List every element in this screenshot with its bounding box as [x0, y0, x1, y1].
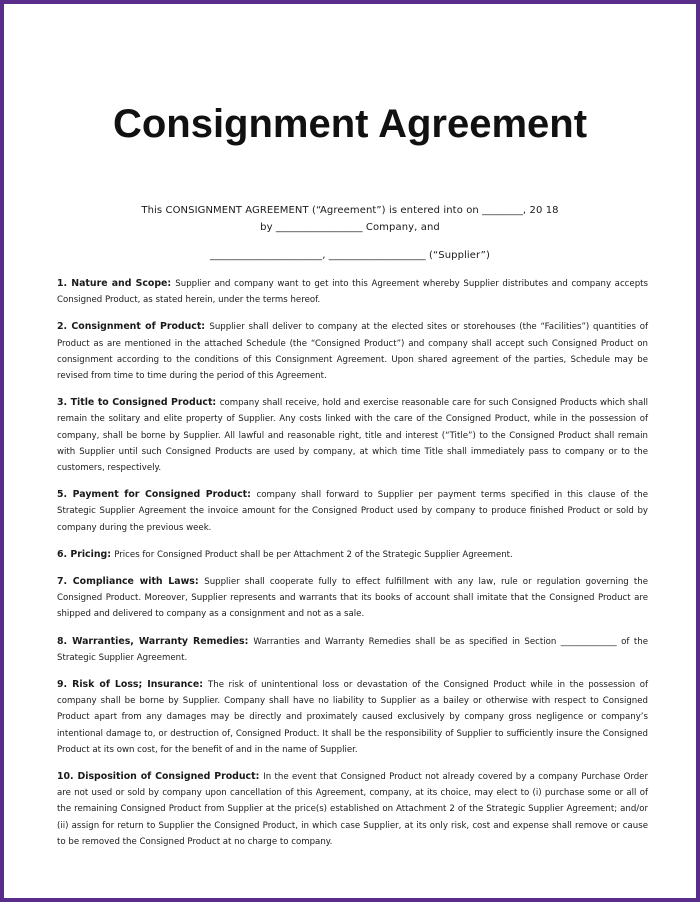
intro-line-company: by _________________ Company, and	[260, 222, 440, 233]
intro-line-supplier: ______________________, ___________________ (“Supplier”)	[210, 250, 490, 261]
section-heading: 8. Warranties, Warranty Remedies:	[57, 635, 254, 647]
section-body: In the event that Consigned Product not already covered by a company Purchase Order are not used or sold by company upon cancellation of this Agreement, company, at its choice, may elect to (i) purchase some or all of the remaining Consigned Product from Supplier at the price(s) established on Attachment 2 of the Strategic Supplier Agreement; and/or (ii) assign for return to Supplier the Consigned Product, in which case Supplier, at its only risk, cost and expense shall remove or cause to be removed the Consigned Product at no charge to company.	[57, 772, 648, 847]
section-body: Supplier shall deliver to company at the elected sites or storehouses (the “Facilities”) quantities of Product as are mentioned in the attached Schedule (the “Consigned Product”) and company shall accept such Consigned Product on consignment according to the conditions of this Consignment Agreement. Upon shared agreement of the parties, Schedule may be revised from time to time during the period of this Agreement.	[57, 322, 648, 382]
intro-line-date: This CONSIGNMENT AGREEMENT (“Agreement”) is entered into on ________, 20 18	[141, 205, 559, 216]
section-heading: 5. Payment for Consigned Product:	[57, 489, 257, 501]
section-compliance-with-laws	[57, 574, 648, 623]
section-pricing	[57, 547, 648, 563]
section-heading: 3. Title to Consigned Product:	[57, 397, 220, 409]
section-title-to-consigned-product	[57, 395, 648, 476]
section-body: Prices for Consigned Product shall be per Attachment 2 of the Strategic Supplier Agreement.	[114, 549, 513, 560]
section-risk-of-loss-insurance	[57, 677, 648, 758]
section-heading: 7. Compliance with Laws:	[57, 576, 205, 588]
section-body: company shall forward to Supplier per payment terms specified in this clause of the Strategic Supplier Agreement the invoice amount for the Consigned Product used by company to produce finished Product or sold by company during the previous week.	[57, 490, 648, 533]
section-body: Supplier and company want to get into this Agreement whereby Supplier distributes and company accepts Consigned Product, as stated herein, under the terms hereof.	[57, 279, 648, 306]
section-body: company shall receive, hold and exercise reasonable care for such Consigned Products which shall remain the solitary and elite property of Supplier. Any costs linked with the care of the Consigned Product, while in the possession of company, shall be borne by Supplier. All lawful and reasonable right, title and interest (“Title”) to the Consigned Product shall remain with Supplier until such Consigned Products are used by company, at which time Title shall immediately pass to company or to the customers, respectively.	[57, 398, 649, 474]
section-disposition-of-consigned-product	[57, 769, 648, 850]
section-heading: 2. Consignment of Product:	[57, 321, 210, 333]
section-nature-and-scope	[57, 276, 648, 308]
agreement-sections	[57, 276, 648, 861]
section-warranties	[57, 634, 648, 666]
section-body: The risk of unintentional loss or devastation of the Consigned Product while in the possession of company shall be borne by Supplier. Company shall have no liability to Supplier as a bailey or otherwise with respect to Consigned Product apart from any damages may be directly and proximately caused exclusively by company gross negligence or company’s intentional damage to, or destruction of, Consigned Product. It shall be the responsibility of Supplier to sufficiently insure the Consigned Product at its own cost, for the benefit of and in the name of Supplier.	[57, 680, 648, 755]
section-heading: 9. Risk of Loss; Insurance:	[57, 679, 208, 691]
section-consignment-of-product	[57, 319, 648, 384]
section-heading: 1. Nature and Scope:	[57, 278, 176, 289]
document-title: Consignment Agreement	[112, 102, 588, 146]
section-body: Supplier shall cooperate fully to effect fulfillment with any law, rule or regulation governing the Consigned Product. Moreover, Supplier represents and warrants that its books of account shall imitate that the Consigned Product are shipped and delivered to company as a consignment and not as a sale.	[57, 577, 648, 620]
section-payment-for-consigned-product	[57, 487, 648, 536]
section-heading: 10. Disposition of Consigned Product:	[57, 771, 264, 783]
section-heading: 6. Pricing:	[57, 548, 115, 560]
section-body: Warranties and Warranty Remedies shall be as specified in Section _____________ of the Strategic Supplier Agreement.	[57, 636, 649, 663]
